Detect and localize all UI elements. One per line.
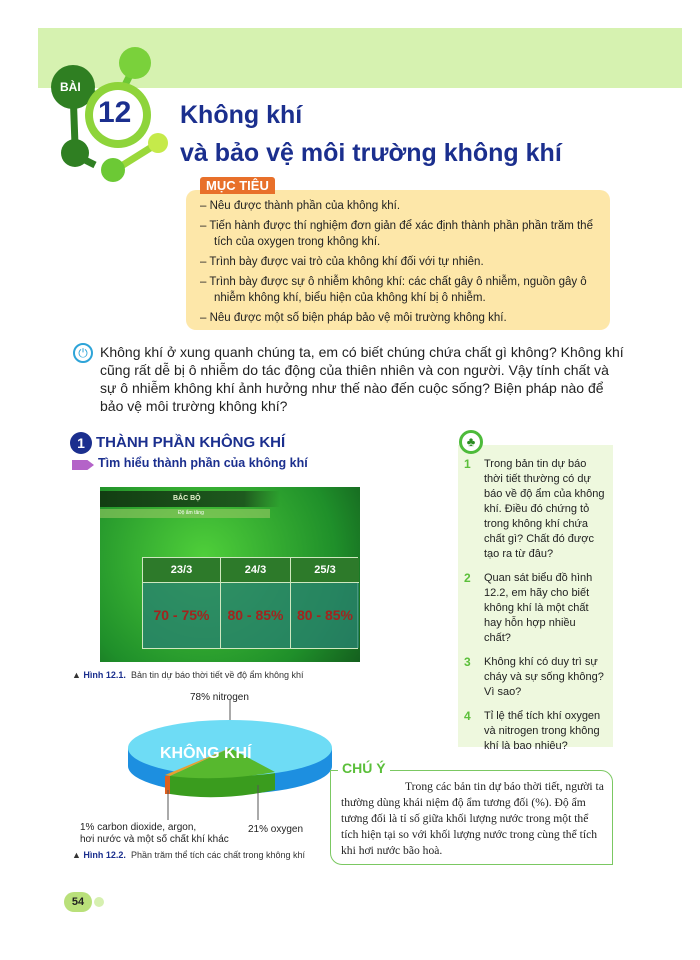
objective-item: – Trình bày được vai trò của không khí đối với tự nhiên.: [200, 254, 598, 270]
objectives-label: MỤC TIÊU: [200, 177, 275, 194]
note-label: CHÚ Ý: [338, 760, 390, 776]
objective-item: – Trình bày được sự ô nhiễm không khí: các chất gây ô nhiễm, nguồn gây ô nhiễm không khí, biểu hiện của không khí bị ô nhiễm.: [200, 274, 598, 306]
figure-1-caption: ▲ Hình 12.1. Bản tin dự báo thời tiết về độ ẩm không khí: [72, 670, 304, 680]
forecast-table: [142, 557, 358, 649]
question-cluster-icon: ♣: [459, 430, 483, 454]
title-line-2: và bảo vệ môi trường không khí: [180, 139, 562, 167]
forecast-date: 23/3: [143, 558, 220, 583]
section-number: 1: [70, 432, 92, 454]
forecast-region: BẮC BỘ: [100, 491, 280, 507]
forecast-humidity: 80 - 85%: [291, 583, 359, 648]
figure-2-caption: ▲ Hình 12.2. Phần trăm thể tích các chất trong không khí: [72, 850, 306, 860]
question-number: 3: [464, 655, 471, 669]
oxygen-label: 21% oxygen: [248, 824, 304, 835]
questions-box: [458, 445, 613, 752]
question-item: [464, 457, 605, 562]
page-dot: [94, 897, 104, 907]
forecast-column: [291, 558, 359, 648]
question-item: [464, 709, 605, 754]
section-title: THÀNH PHẦN KHÔNG KHÍ: [96, 434, 286, 451]
caption-label: Hình 12.1.: [83, 670, 126, 680]
weather-forecast-image: [100, 487, 360, 662]
forecast-column: [143, 558, 221, 648]
lesson-label: BÀI: [60, 80, 81, 94]
forecast-date: 24/3: [221, 558, 290, 583]
arrow-icon: [72, 460, 94, 470]
question-text: Quan sát biểu đồ hình 12.2, em hãy cho biết không khí là một chất hay hỗn hợp nhiều chất?: [484, 572, 593, 644]
question-text: Không khí có duy trì sự cháy và sự sống không? Vì sao?: [484, 656, 604, 698]
page-number: 54: [64, 892, 92, 912]
question-number: 4: [464, 709, 471, 723]
question-text: Tỉ lệ thể tích khí oxygen và nitrogen trong không khí là bao nhiêu?: [484, 710, 601, 752]
caption-label: Hình 12.2.: [83, 850, 126, 860]
section-subtitle: Tìm hiểu thành phần của không khí: [98, 456, 308, 470]
objective-item: – Nêu được thành phần của không khí.: [200, 198, 598, 214]
objective-item: – Tiến hành được thí nghiệm đơn giản để xác định thành phần phần trăm thể tích của oxygen trong không khí.: [200, 218, 598, 250]
title-line-1: Không khí: [180, 101, 303, 129]
air-composition-pie: [110, 690, 350, 840]
intro-text: Không khí ở xung quanh chúng ta, em có biết chúng chứa chất gì không? Không khí cũng rất dễ bị ô nhiễm do tác động của thiên nhiên và con người. Vậy tính chất và sự ô nhiễm không khí ảnh hưởng như thế nào đến cuộc sống? Biện pháp nào để bảo vệ môi trường không khí?: [100, 344, 624, 414]
pie-center-label: KHÔNG KHÍ: [160, 745, 252, 762]
question-number: 1: [464, 457, 471, 471]
objectives-box: [186, 190, 610, 330]
caption-text: Phần trăm thể tích các chất trong không khí: [130, 850, 306, 860]
lesson-number: 12: [98, 96, 132, 129]
other-gases-line: hơi nước và một số chất khí khác: [80, 834, 229, 845]
nitrogen-label: 78% nitrogen: [190, 692, 249, 703]
question-item: [464, 571, 605, 646]
other-gases-line: 1% carbon dioxide, argon,: [80, 822, 197, 833]
question-number: 2: [464, 571, 471, 585]
note-box: Trong các bản tin dự báo thời tiết, người ta thường dùng khái niệm độ ẩm tương đối (%). Độ ẩm tương đối là tỉ số giữa khối lượng nước trong một thể tích hiện tại so với khối lượng nước trong cùng thể tích khi hơi nước bão hoà.: [330, 770, 613, 865]
forecast-humidity: 70 - 75%: [143, 583, 220, 648]
power-icon: ⏻: [73, 343, 93, 363]
caption-text: Bản tin dự báo thời tiết về độ ẩm không khí: [130, 670, 304, 680]
forecast-date: 25/3: [291, 558, 359, 583]
question-text: Trong bản tin dự báo thời tiết thường có dự báo về độ ẩm của không khí. Điều đó chứng tỏ trong không khí chứa chất gì? Chất đó được tạo ra từ đâu?: [484, 458, 605, 560]
other-gases-label: [80, 822, 229, 846]
objective-item: – Nêu được một số biện pháp bảo vệ môi trường không khí.: [200, 310, 598, 326]
page-title: [180, 96, 562, 172]
forecast-subtitle: Độ ẩm tăng: [100, 509, 270, 518]
forecast-column: [221, 558, 291, 648]
forecast-humidity: 80 - 85%: [221, 583, 290, 648]
question-item: [464, 655, 605, 700]
